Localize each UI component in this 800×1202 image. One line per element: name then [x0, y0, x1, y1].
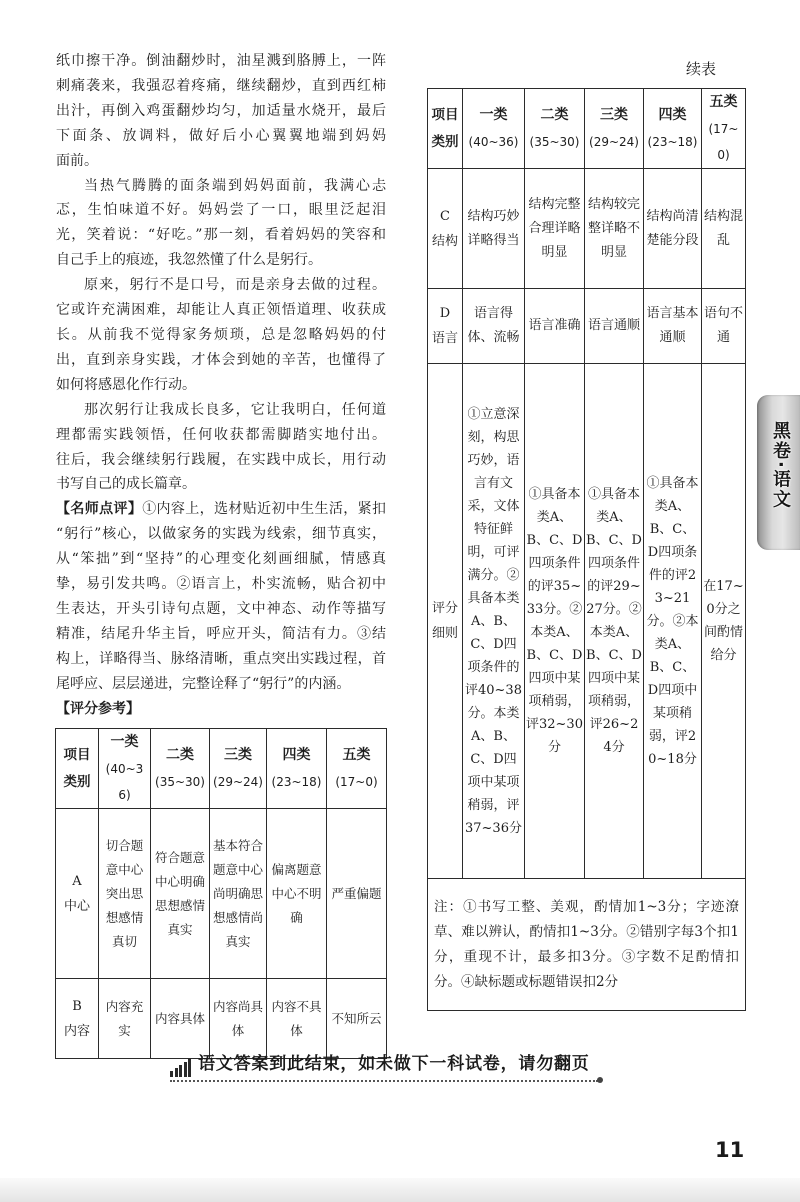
- cell-a-grade-5: 严重偏题: [327, 809, 387, 979]
- grade-range: (35~30): [529, 135, 580, 149]
- grade-name: 三类: [600, 107, 628, 123]
- cell-b-grade-3: 内容尚具体: [210, 979, 267, 1059]
- review-label: 【名师点评】: [56, 501, 143, 518]
- text-line: 如何将感恩化作行动。: [56, 376, 196, 393]
- text-line: 书写自己的成长篇章。: [56, 476, 196, 493]
- table-row-note: [428, 879, 746, 1011]
- grade-range: (29~24): [213, 775, 263, 789]
- row-letter: A: [72, 873, 82, 889]
- text-line: 忑，生怕味道不好。妈妈尝了一口，眼里泛起泪: [56, 202, 386, 219]
- header-category-label: 类别: [431, 133, 459, 150]
- grade-range: (23~18): [271, 775, 322, 789]
- row-letter: C: [440, 208, 450, 224]
- cell-d-grade-4: 语言基本通顺: [644, 289, 702, 364]
- side-tab-label: 黑卷·语文: [770, 421, 791, 510]
- text-line: 长。从前我不觉得家务烦琐，总是忽略妈妈的付: [56, 326, 386, 343]
- text-line: 往后，我会继续躬行践履，在实践中成长，用行动: [56, 451, 386, 468]
- cell-d-grade-5: 语句不通: [702, 289, 746, 364]
- grade-range: (17~0): [708, 122, 739, 162]
- table-row-c: [428, 169, 746, 289]
- header-grade-4: [267, 729, 327, 809]
- row-name: 评分: [431, 601, 458, 616]
- grade-name: 五类: [709, 94, 738, 110]
- header-item-label: 项目: [63, 746, 91, 763]
- header-category-label: 类别: [63, 773, 91, 790]
- essay-paragraph-2: [56, 174, 386, 274]
- table-header-row: [56, 729, 387, 809]
- table-header-row: [428, 89, 746, 169]
- footer-rule-end-dot: [597, 1077, 603, 1083]
- grade-range: (17~0): [335, 775, 378, 789]
- text-line: 光，笑着说：“好吃。”那一刻，看着妈妈的笑容和: [56, 227, 386, 244]
- header-grade-5: [702, 89, 746, 169]
- header-grade-2: [525, 89, 585, 169]
- text-line: 原来，躬行不是口号，而是亲身去做的过程。: [84, 277, 386, 294]
- grade-range: (40~36): [105, 762, 144, 802]
- header-grade-3: [585, 89, 644, 169]
- cell-b-grade-2: 内容具体: [151, 979, 210, 1059]
- grade-range: (40~36): [468, 135, 519, 149]
- scoring-table-right: [427, 88, 746, 1011]
- header-item-category: [428, 89, 463, 169]
- header-item-category: [56, 729, 99, 809]
- teacher-review: [56, 497, 386, 696]
- cell-detail-grade-3: ①具备本类A、B、C、D四项条件的评29~27分。②本类A、B、C、D四项中某项稍弱，评26~24分: [585, 364, 644, 879]
- cell-c-grade-3: 结构较完整详略不明显: [585, 169, 644, 289]
- text-line: 出，直到亲身实践，才体会到她的辛苦，也懂得了: [56, 351, 386, 368]
- cell-c-grade-4: 结构尚清楚能分段: [644, 169, 702, 289]
- grade-name: 三类: [224, 747, 252, 763]
- scoring-note: 注：①书写工整、美观，酌情加1~3分；字迹潦草、难以辨认，酌情扣1~3分。②错别字每3个扣1分，重现不计，最多扣3分。③字数不足酌情扣分。④缺标题或标题错误扣2分: [428, 879, 746, 1011]
- scoring-label: 【评分参考】: [56, 700, 140, 717]
- grade-range: (29~24): [589, 135, 639, 149]
- grade-name: 四类: [658, 107, 687, 123]
- header-grade-1: [99, 729, 151, 809]
- text-line: 从“笨拙”到“坚持”的心理变化刻画细腻，情感真: [56, 551, 386, 568]
- cell-d-grade-2: 语言准确: [525, 289, 585, 364]
- text-line: 理都需实践领悟，任何收获都需脚踏实地付出。: [56, 426, 386, 443]
- row-name: 结构: [431, 233, 458, 249]
- text-line: 刺痛袭来，我强忍着疼痛，继续翻炒，直到西红柿: [56, 77, 386, 94]
- row-letter: D: [439, 306, 451, 321]
- row-name: 细则: [431, 626, 458, 641]
- cell-detail-grade-4: ①具备本类A、B、C、D四项条件的评23~21分。②本类A、B、C、D四项中某项稍弱，评20~18分: [644, 364, 702, 879]
- continued-table-label: 续表: [686, 60, 717, 78]
- header-grade-1: [463, 89, 525, 169]
- page-bottom-band: [0, 1178, 800, 1202]
- header-grade-4: [644, 89, 702, 169]
- table-row-b: [56, 979, 387, 1059]
- grade-name: 五类: [342, 747, 371, 763]
- footer-dotted-rule: [170, 1080, 598, 1082]
- row-label-d: [428, 289, 463, 364]
- table-row-d: [428, 289, 746, 364]
- signal-bars-icon: [170, 1058, 194, 1077]
- essay-column: [56, 49, 386, 721]
- text-line: 纸巾擦干净。倒油翻炒时，油星溅到胳膊上，一阵: [56, 53, 386, 69]
- cell-a-grade-3: 基本符合题意中心尚明确思想感情尚真实: [210, 809, 267, 979]
- grade-name: 一类: [110, 734, 139, 750]
- cell-c-grade-5: 结构混乱: [702, 169, 746, 289]
- row-name: 语言: [431, 331, 458, 346]
- text-line: 当热气腾腾的面条端到妈妈面前，我满心忐: [84, 177, 386, 194]
- cell-a-grade-4: 偏离题意中心不明确: [267, 809, 327, 979]
- row-label-detail: [428, 364, 463, 879]
- cell-detail-grade-2: ①具备本类A、B、C、D四项条件的评35~33分。②本类A、B、C、D四项中某项稍弱，评32~30分: [525, 364, 585, 879]
- grade-name: 一类: [479, 107, 508, 123]
- text-line: 那次躬行让我成长良多，它让我明白，任何道: [84, 401, 386, 418]
- grade-range: (23~18): [647, 135, 698, 149]
- row-letter: B: [72, 998, 82, 1014]
- text-line: “躬行”核心，以做家务的实践为线索，细节真实，: [56, 526, 386, 543]
- cell-c-grade-2: 结构完整合理详略明显: [525, 169, 585, 289]
- text-line: 面前。: [56, 152, 98, 169]
- review-text: ①内容上，选材贴近初中生生活，紧扣: [142, 501, 387, 518]
- essay-paragraph-3: [56, 273, 386, 398]
- footer-notice: 语文答案到此结束，如未做下一科试卷，请勿翻页: [198, 1054, 590, 1074]
- row-label-b: [56, 979, 99, 1059]
- cell-detail-grade-5: 在17~0分之间酌情给分: [702, 364, 746, 879]
- text-line: 精准，结尾升华主旨，呼应开头，简洁有力。③结: [56, 625, 386, 642]
- grade-name: 四类: [282, 747, 311, 763]
- cell-d-grade-1: 语言得体、流畅: [463, 289, 525, 364]
- row-label-a: [56, 809, 99, 979]
- text-line: 尾呼应、层层递进，完整诠释了“躬行”的内涵。: [56, 675, 351, 692]
- text-line: 它或许充满困难，却能让人真正领悟道理、收获成: [56, 302, 386, 319]
- cell-a-grade-2: 符合题意中心明确思想感情真实: [151, 809, 210, 979]
- cell-b-grade-1: 内容充实: [99, 979, 151, 1059]
- grade-name: 二类: [540, 107, 569, 123]
- grade-range: (35~30): [155, 775, 205, 789]
- text-line: 下面条、放调料，做好后小心翼翼地端到妈妈: [56, 127, 386, 144]
- page-number: 11: [715, 1138, 745, 1162]
- cell-d-grade-3: 语言通顺: [585, 289, 644, 364]
- row-name: 内容: [63, 1023, 90, 1039]
- header-item-label: 项目: [431, 106, 459, 123]
- essay-paragraph-4: [56, 398, 386, 498]
- subject-side-tab: [757, 395, 800, 550]
- table-row-detail: [428, 364, 746, 879]
- table-row-a: [56, 809, 387, 979]
- grade-name: 二类: [166, 747, 194, 763]
- text-line: 构上，详略得当、脉络清晰，重点突出实践过程，首: [56, 650, 386, 667]
- header-grade-3: [210, 729, 267, 809]
- scoring-table-left: [55, 728, 387, 1059]
- cell-a-grade-1: 切合题意中心突出思想感情真切: [99, 809, 151, 979]
- essay-paragraph-1: [56, 49, 386, 174]
- row-name: 中心: [63, 898, 90, 914]
- cell-c-grade-1: 结构巧妙详略得当: [463, 169, 525, 289]
- cell-b-grade-5: 不知所云: [327, 979, 387, 1059]
- text-line: 自己手上的痕迹，我忽然懂了什么是躬行。: [56, 252, 322, 269]
- text-line: 出汁，再倒入鸡蛋翻炒均匀，加适量水烧开，最后: [56, 102, 386, 119]
- header-grade-5: [327, 729, 387, 809]
- header-grade-2: [151, 729, 210, 809]
- text-line: [56, 497, 386, 522]
- cell-b-grade-4: 内容不具体: [267, 979, 327, 1059]
- cell-detail-grade-1: ①立意深刻，构思巧妙，语言有文采，文体特征鲜明，可评满分。②具备本类A、B、C、D四项条件的评40~38分。本类A、B、C、D四项中某项稍弱，评37~36分: [463, 364, 525, 879]
- text-line: 挚，易引发共鸣。②语言上，朴实流畅，贴合初中: [56, 576, 386, 593]
- row-label-c: [428, 169, 463, 289]
- text-line: 生表达，开头引诗句点题，文中神态、动作等描写: [56, 600, 386, 617]
